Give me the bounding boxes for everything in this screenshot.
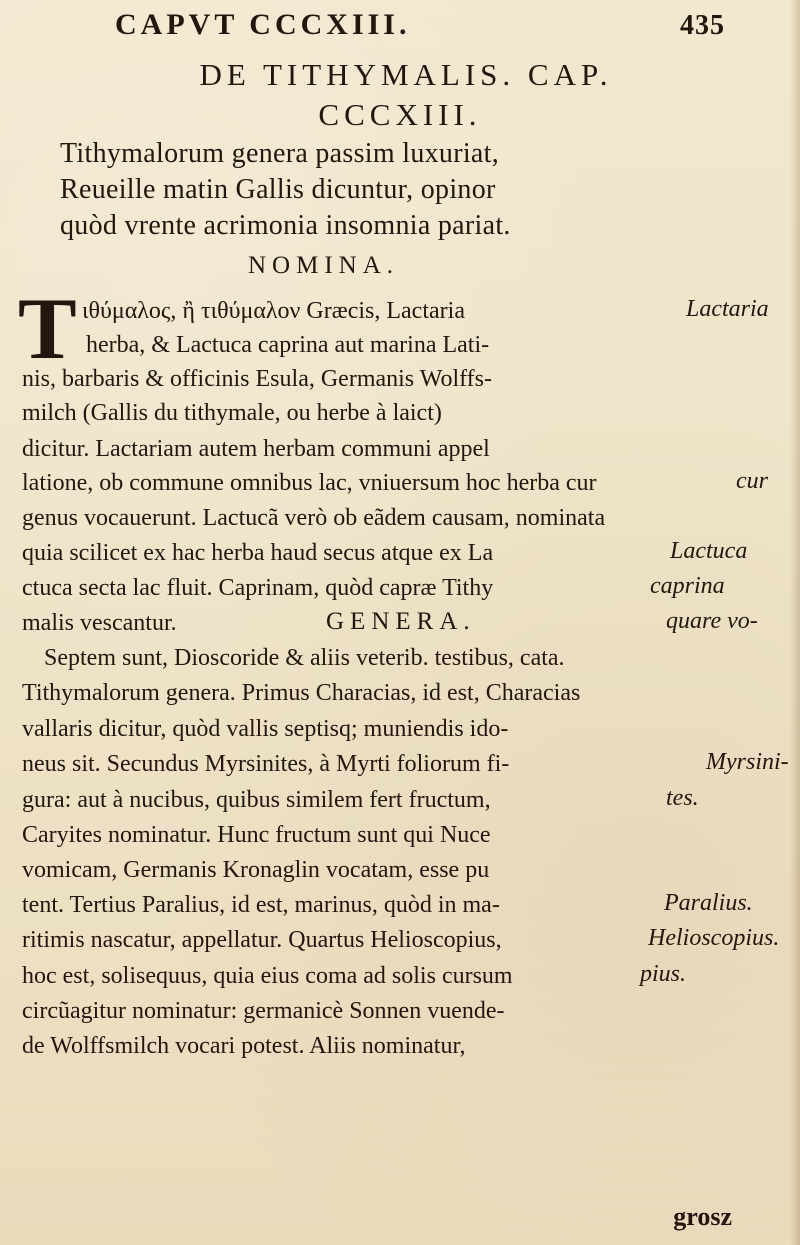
body-line-14: neus sit. Secundus Myrsinites, à Myrti foliorum fi- bbox=[22, 751, 510, 777]
running-head: CAPVT CCCXIII. bbox=[115, 8, 411, 41]
body-line-6: latione, ob commune omnibus lac, vniuersum hoc herba cur bbox=[22, 470, 597, 496]
verse-line-3: quòd vrente acrimonia insomnia pariat. bbox=[60, 210, 511, 241]
body-line-3: nis, barbaris & officinis Esula, Germanis Wolffs- bbox=[22, 366, 492, 392]
margin-note-myrsini: Myrsini- bbox=[706, 749, 789, 775]
margin-note-tes: tes. bbox=[666, 785, 699, 811]
chapter-title-line-2: CCCXIII. bbox=[318, 97, 482, 132]
page-number: 435 bbox=[680, 10, 725, 41]
body-line-9: ctuca secta lac fluit. Caprinam, quòd capræ Tithy bbox=[22, 575, 494, 601]
catchword: grosz bbox=[673, 1202, 732, 1231]
body-line-1: ιθύμαλος, ἢ τιθύμαλον Græcis, Lactaria bbox=[82, 298, 465, 324]
body-line-15: gura: aut à nucibus, quibus similem fert fructum, bbox=[22, 787, 491, 813]
body-line-10: malis vescantur. bbox=[22, 610, 177, 636]
verse-block bbox=[60, 136, 760, 244]
body-line-11: Septem sunt, Dioscoride & aliis veterib. testibus, cata. bbox=[44, 645, 565, 671]
page-header bbox=[115, 8, 725, 56]
body-line-4: milch (Gallis du tithymale, ou herbe à laict) bbox=[22, 400, 442, 426]
body-line-22: de Wolffsmilch vocari potest. Aliis nominatur, bbox=[22, 1033, 466, 1059]
margin-note-pius: pius. bbox=[640, 961, 687, 987]
body-line-21: circũagitur nominatur: germanicè Sonnen vuende- bbox=[22, 998, 505, 1024]
body-line-18: tent. Tertius Paralius, id est, marinus, quòd in ma- bbox=[22, 892, 500, 918]
body-line-16: Caryites nominatur. Hunc fructum sunt qui Nuce bbox=[22, 822, 491, 848]
body-line-7: genus vocauerunt. Lactucã verò ob eãdem causam, nominata bbox=[22, 505, 606, 531]
body-line-19: ritimis nascatur, appellatur. Quartus Helioscopius, bbox=[22, 927, 502, 953]
body-line-13: vallaris dicitur, quòd vallis septisq; muniendis ido- bbox=[22, 716, 509, 742]
margin-note-cur: cur bbox=[736, 468, 768, 494]
section-heading-nomina: NOMINA. bbox=[248, 252, 400, 279]
body-line-8: quia scilicet ex hac herba haud secus atque ex La bbox=[22, 540, 494, 566]
verse-line-2: Reueille matin Gallis dicuntur, opinor bbox=[60, 174, 496, 205]
chapter-title bbox=[0, 58, 800, 132]
body-line-12: Tithymalorum genera. Primus Characias, id est, Characias bbox=[22, 680, 581, 706]
margin-note-caprina: caprina bbox=[650, 573, 725, 599]
margin-note-paralius: Paralius. bbox=[664, 890, 753, 916]
body-line-2: herba, & Lactuca caprina aut marina Lati- bbox=[86, 332, 490, 358]
verse-line-1: Tithymalorum genera passim luxuriat, bbox=[60, 138, 500, 169]
body-line-17: vomicam, Germanis Kronaglin vocatam, esse pu bbox=[22, 857, 490, 883]
body-line-5: dicitur. Lactariam autem herbam communi appel bbox=[22, 436, 490, 462]
margin-note-quare-vo: quare vo- bbox=[666, 608, 758, 634]
page-edge bbox=[790, 0, 800, 1245]
body-line-20: hoc est, solisequus, quia eius coma ad solis cursum bbox=[22, 963, 513, 989]
margin-note-helioscopius: Helioscopius. bbox=[648, 925, 780, 951]
margin-note-lactuca: Lactuca bbox=[670, 538, 748, 564]
section-heading-genera: GENERA. bbox=[326, 608, 476, 635]
margin-note-lactaria: Lactaria bbox=[686, 296, 769, 322]
drop-cap: T bbox=[18, 281, 77, 378]
chapter-title-line-1: DE TITHYMALIS. CAP. bbox=[199, 57, 613, 92]
